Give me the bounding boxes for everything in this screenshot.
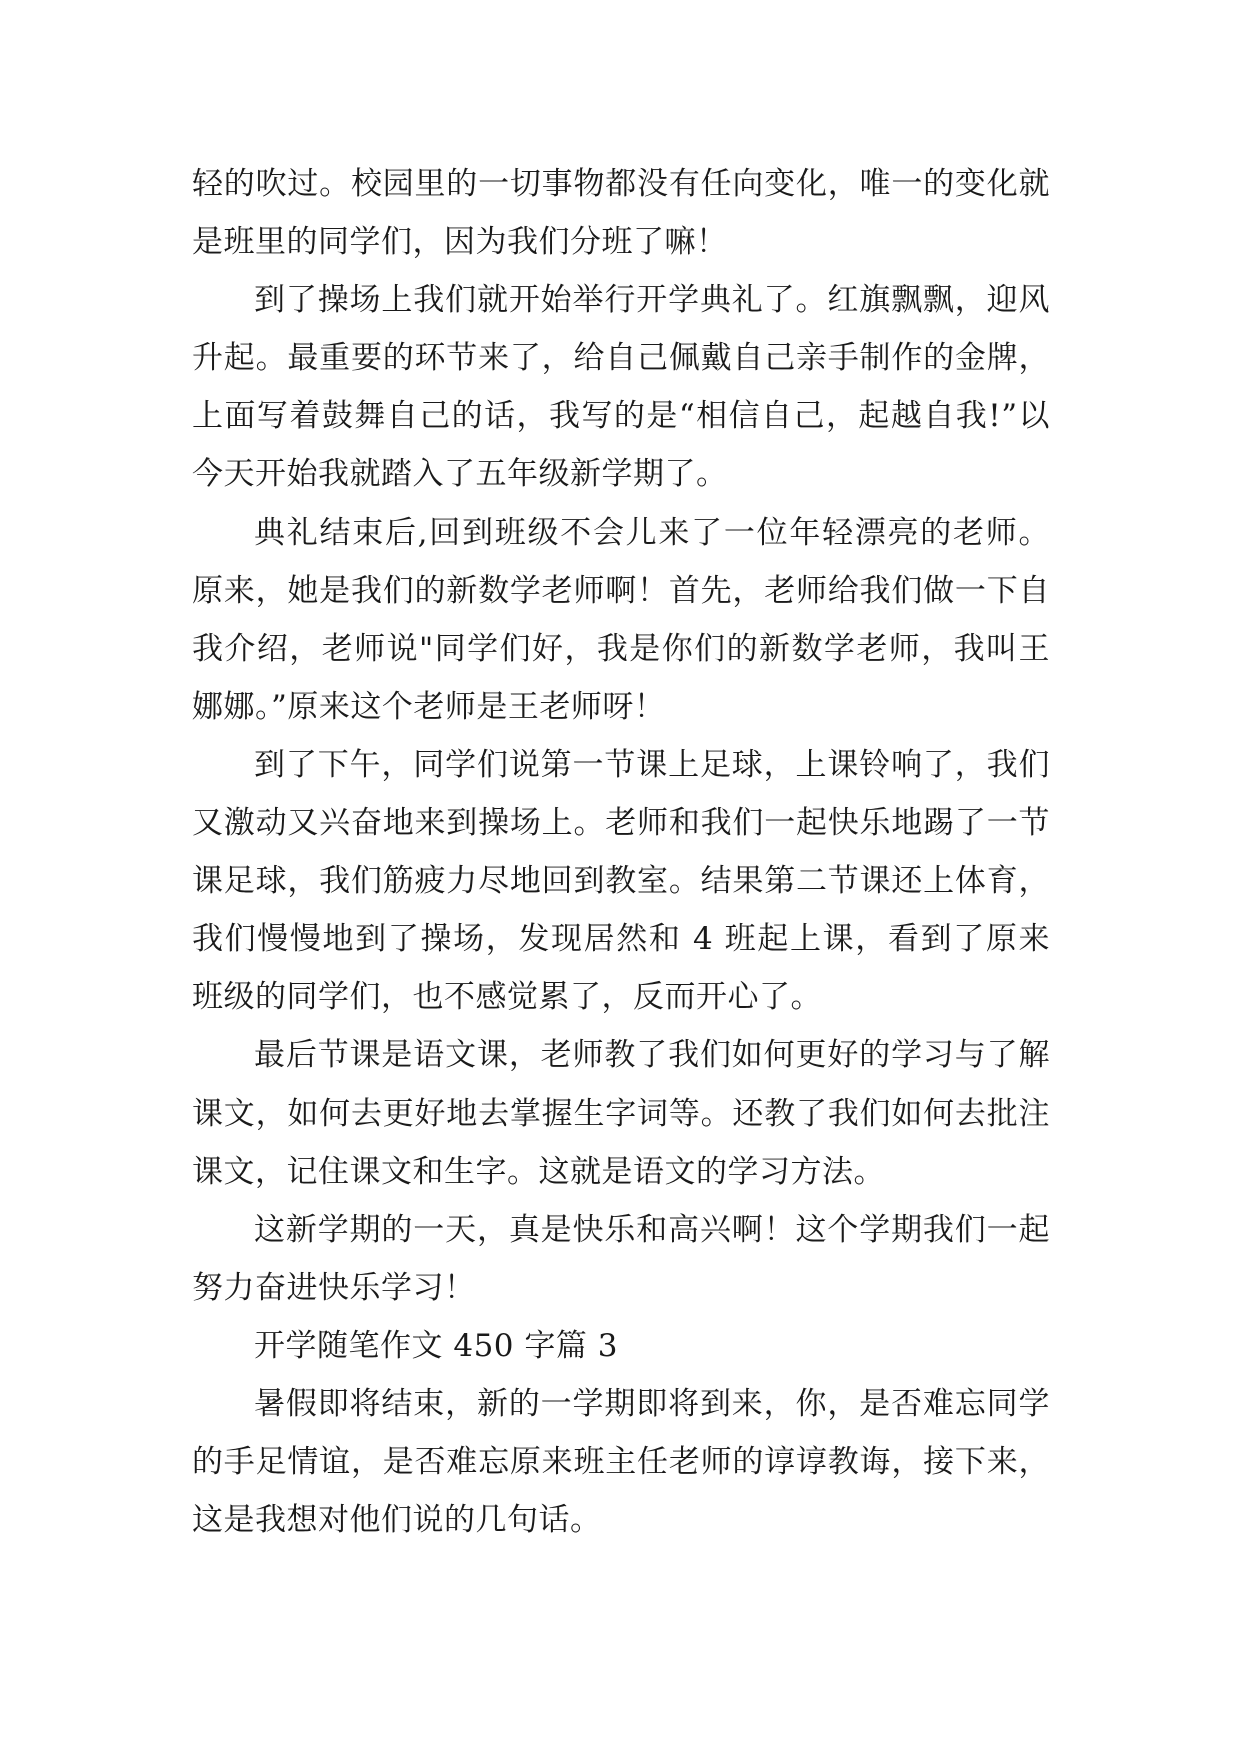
closing-paragraph: 暑假即将结束，新的一学期即将到来，你，是否难忘同学的手足情谊，是否难忘原来班主任老师的谆谆教诲，接下来，这是我想对他们说的几句话。: [192, 1385, 1050, 1539]
paragraph-3: 典礼结束后,回到班级不会儿来了一位年轻漂亮的老师。原来，她是我们的新数学老师啊！首先，老师给我们做一下自我介绍，老师说"同学们好，我是你们的新数学老师，我叫王娜娜。”原来这个老师是王老师呀！: [192, 514, 1050, 725]
paragraph-6: 这新学期的一天，真是快乐和高兴啊！这个学期我们一起努力奋进快乐学习！: [192, 1211, 1050, 1306]
section-heading: 开学随笔作文 450 字篇 3: [254, 1327, 618, 1364]
paragraph-5: 最后节课是语文课，老师教了我们如何更好的学习与了解课文，如何去更好地去掌握生字词等。还教了我们如何去批注课文，记住课文和生字。这就是语文的学习方法。: [192, 1037, 1050, 1190]
paragraph-1: 轻的吹过。校园里的一切事物都没有任向变化，唯一的变化就是班里的同学们，因为我们分班了嘛！: [192, 166, 1050, 261]
document-body: [192, 155, 1050, 1549]
paragraph-4: 到了下午，同学们说第一节课上足球，上课铃响了，我们又激动又兴奋地来到操场上。老师和我们一起快乐地踢了一节课足球，我们筋疲力尽地回到教室。结果第二节课还上体育，我们慢慢地到了操场，发现居然和 4 班起上课，看到了原来班级的同学们，也不感觉累了，反而开心了。: [192, 746, 1050, 1016]
paragraph-2: 到了操场上我们就开始举行开学典礼了。红旗飘飘，迎风升起。最重要的环节来了，给自己佩戴自己亲手制作的金牌，上面写着鼓舞自己的话，我写的是“相信自己，起越自我!”以今天开始我就踏入了五年级新学期了。: [192, 282, 1050, 493]
